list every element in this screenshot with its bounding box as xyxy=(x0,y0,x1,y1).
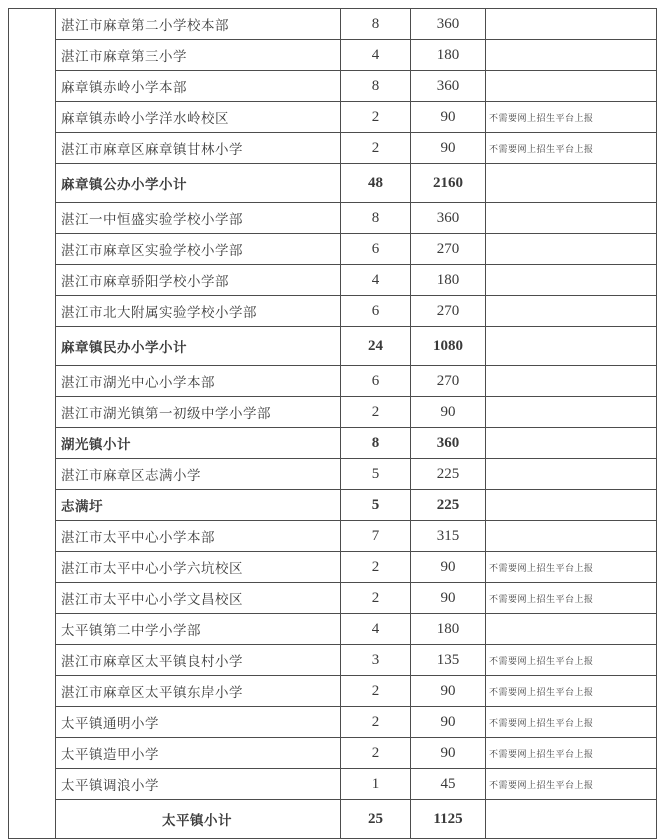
student-count-cell: 1125 xyxy=(411,800,486,839)
student-count-cell: 360 xyxy=(411,9,486,40)
remark-cell: 不需要网上招生平台上报 xyxy=(486,738,657,769)
table-row xyxy=(9,9,657,40)
student-count-cell: 270 xyxy=(411,234,486,265)
class-count-cell: 25 xyxy=(341,800,411,839)
table-row xyxy=(9,234,657,265)
school-name-cell: 麻章镇公办小学小计 xyxy=(56,164,341,203)
student-count-cell: 360 xyxy=(411,203,486,234)
table-row xyxy=(9,327,657,366)
table-row xyxy=(9,707,657,738)
remark-cell xyxy=(486,234,657,265)
remark-cell xyxy=(486,459,657,490)
class-count-cell: 8 xyxy=(341,9,411,40)
class-count-cell: 2 xyxy=(341,583,411,614)
table-row xyxy=(9,203,657,234)
remark-cell xyxy=(486,521,657,552)
table-row xyxy=(9,397,657,428)
remark-cell xyxy=(486,71,657,102)
student-count-cell: 90 xyxy=(411,397,486,428)
school-name-cell: 太平镇通明小学 xyxy=(56,707,341,738)
remark-cell: 不需要网上招生平台上报 xyxy=(486,769,657,800)
class-count-cell: 48 xyxy=(341,164,411,203)
class-count-cell: 8 xyxy=(341,428,411,459)
remark-cell: 不需要网上招生平台上报 xyxy=(486,707,657,738)
table-row xyxy=(9,738,657,769)
school-name-cell: 湛江市麻章区实验学校小学部 xyxy=(56,234,341,265)
student-count-cell: 90 xyxy=(411,102,486,133)
school-enrollment-table xyxy=(8,8,657,839)
remark-cell: 不需要网上招生平台上报 xyxy=(486,645,657,676)
student-count-cell: 360 xyxy=(411,71,486,102)
student-count-cell: 135 xyxy=(411,645,486,676)
class-count-cell: 1 xyxy=(341,769,411,800)
table-row xyxy=(9,552,657,583)
class-count-cell: 6 xyxy=(341,366,411,397)
table-row xyxy=(9,521,657,552)
table-row xyxy=(9,583,657,614)
school-name-cell: 湖光镇小计 xyxy=(56,428,341,459)
student-count-cell: 270 xyxy=(411,296,486,327)
table-row xyxy=(9,164,657,203)
school-name-cell: 湛江市麻章第二小学校本部 xyxy=(56,9,341,40)
student-count-cell: 90 xyxy=(411,552,486,583)
student-count-cell: 45 xyxy=(411,769,486,800)
class-count-cell: 7 xyxy=(341,521,411,552)
table-row xyxy=(9,769,657,800)
school-name-cell: 太平镇调浪小学 xyxy=(56,769,341,800)
class-count-cell: 2 xyxy=(341,707,411,738)
class-count-cell: 4 xyxy=(341,614,411,645)
school-name-cell: 湛江市太平中心小学本部 xyxy=(56,521,341,552)
school-name-cell: 湛江市湖光中心小学本部 xyxy=(56,366,341,397)
remark-cell xyxy=(486,9,657,40)
remark-cell: 不需要网上招生平台上报 xyxy=(486,583,657,614)
student-count-cell: 180 xyxy=(411,614,486,645)
school-name-cell: 太平镇小计 xyxy=(56,800,341,839)
student-count-cell: 2160 xyxy=(411,164,486,203)
remark-cell xyxy=(486,428,657,459)
remark-cell xyxy=(486,164,657,203)
school-name-cell: 麻章镇赤岭小学洋水岭校区 xyxy=(56,102,341,133)
remark-cell xyxy=(486,40,657,71)
student-count-cell: 225 xyxy=(411,490,486,521)
student-count-cell: 180 xyxy=(411,40,486,71)
school-name-cell: 湛江市麻章骄阳学校小学部 xyxy=(56,265,341,296)
remark-cell xyxy=(486,366,657,397)
table-row xyxy=(9,102,657,133)
school-name-cell: 湛江市北大附属实验学校小学部 xyxy=(56,296,341,327)
student-count-cell: 90 xyxy=(411,133,486,164)
student-count-cell: 315 xyxy=(411,521,486,552)
remark-cell xyxy=(486,265,657,296)
class-count-cell: 24 xyxy=(341,327,411,366)
class-count-cell: 8 xyxy=(341,71,411,102)
school-name-cell: 太平镇造甲小学 xyxy=(56,738,341,769)
remark-cell: 不需要网上招生平台上报 xyxy=(486,676,657,707)
school-name-cell: 湛江市麻章第三小学 xyxy=(56,40,341,71)
class-count-cell: 2 xyxy=(341,738,411,769)
remark-cell xyxy=(486,327,657,366)
school-name-cell: 湛江市太平中心小学六坑校区 xyxy=(56,552,341,583)
remark-cell: 不需要网上招生平台上报 xyxy=(486,133,657,164)
table-row xyxy=(9,265,657,296)
table-row xyxy=(9,296,657,327)
remark-cell xyxy=(486,296,657,327)
table-row xyxy=(9,490,657,521)
table-row xyxy=(9,428,657,459)
student-count-cell: 90 xyxy=(411,707,486,738)
table-row xyxy=(9,133,657,164)
class-count-cell: 2 xyxy=(341,552,411,583)
class-count-cell: 3 xyxy=(341,645,411,676)
class-count-cell: 5 xyxy=(341,490,411,521)
class-count-cell: 5 xyxy=(341,459,411,490)
student-count-cell: 225 xyxy=(411,459,486,490)
remark-cell xyxy=(486,614,657,645)
table-row xyxy=(9,800,657,839)
student-count-cell: 1080 xyxy=(411,327,486,366)
school-name-cell: 湛江市麻章区太平镇良村小学 xyxy=(56,645,341,676)
remark-cell: 不需要网上招生平台上报 xyxy=(486,552,657,583)
table-row xyxy=(9,676,657,707)
student-count-cell: 90 xyxy=(411,676,486,707)
class-count-cell: 2 xyxy=(341,676,411,707)
merged-empty-cell xyxy=(9,9,56,839)
student-count-cell: 180 xyxy=(411,265,486,296)
student-count-cell: 270 xyxy=(411,366,486,397)
table-row xyxy=(9,366,657,397)
table-body xyxy=(9,9,657,839)
remark-cell xyxy=(486,397,657,428)
school-name-cell: 太平镇第二中学小学部 xyxy=(56,614,341,645)
table-row xyxy=(9,71,657,102)
student-count-cell: 360 xyxy=(411,428,486,459)
school-name-cell: 麻章镇民办小学小计 xyxy=(56,327,341,366)
class-count-cell: 4 xyxy=(341,265,411,296)
school-name-cell: 湛江市麻章区志满小学 xyxy=(56,459,341,490)
class-count-cell: 2 xyxy=(341,102,411,133)
school-name-cell: 湛江市麻章区太平镇东岸小学 xyxy=(56,676,341,707)
class-count-cell: 2 xyxy=(341,133,411,164)
school-name-cell: 湛江一中恒盛实验学校小学部 xyxy=(56,203,341,234)
school-name-cell: 湛江市湖光镇第一初级中学小学部 xyxy=(56,397,341,428)
class-count-cell: 8 xyxy=(341,203,411,234)
student-count-cell: 90 xyxy=(411,583,486,614)
school-name-cell: 麻章镇赤岭小学本部 xyxy=(56,71,341,102)
school-name-cell: 湛江市麻章区麻章镇甘林小学 xyxy=(56,133,341,164)
class-count-cell: 6 xyxy=(341,234,411,265)
class-count-cell: 6 xyxy=(341,296,411,327)
remark-cell xyxy=(486,490,657,521)
school-name-cell: 志满圩 xyxy=(56,490,341,521)
table-row xyxy=(9,645,657,676)
remark-cell: 不需要网上招生平台上报 xyxy=(486,102,657,133)
table-row xyxy=(9,614,657,645)
table-row xyxy=(9,459,657,490)
school-name-cell: 湛江市太平中心小学文昌校区 xyxy=(56,583,341,614)
student-count-cell: 90 xyxy=(411,738,486,769)
remark-cell xyxy=(486,203,657,234)
class-count-cell: 2 xyxy=(341,397,411,428)
table-row xyxy=(9,40,657,71)
class-count-cell: 4 xyxy=(341,40,411,71)
remark-cell xyxy=(486,800,657,839)
